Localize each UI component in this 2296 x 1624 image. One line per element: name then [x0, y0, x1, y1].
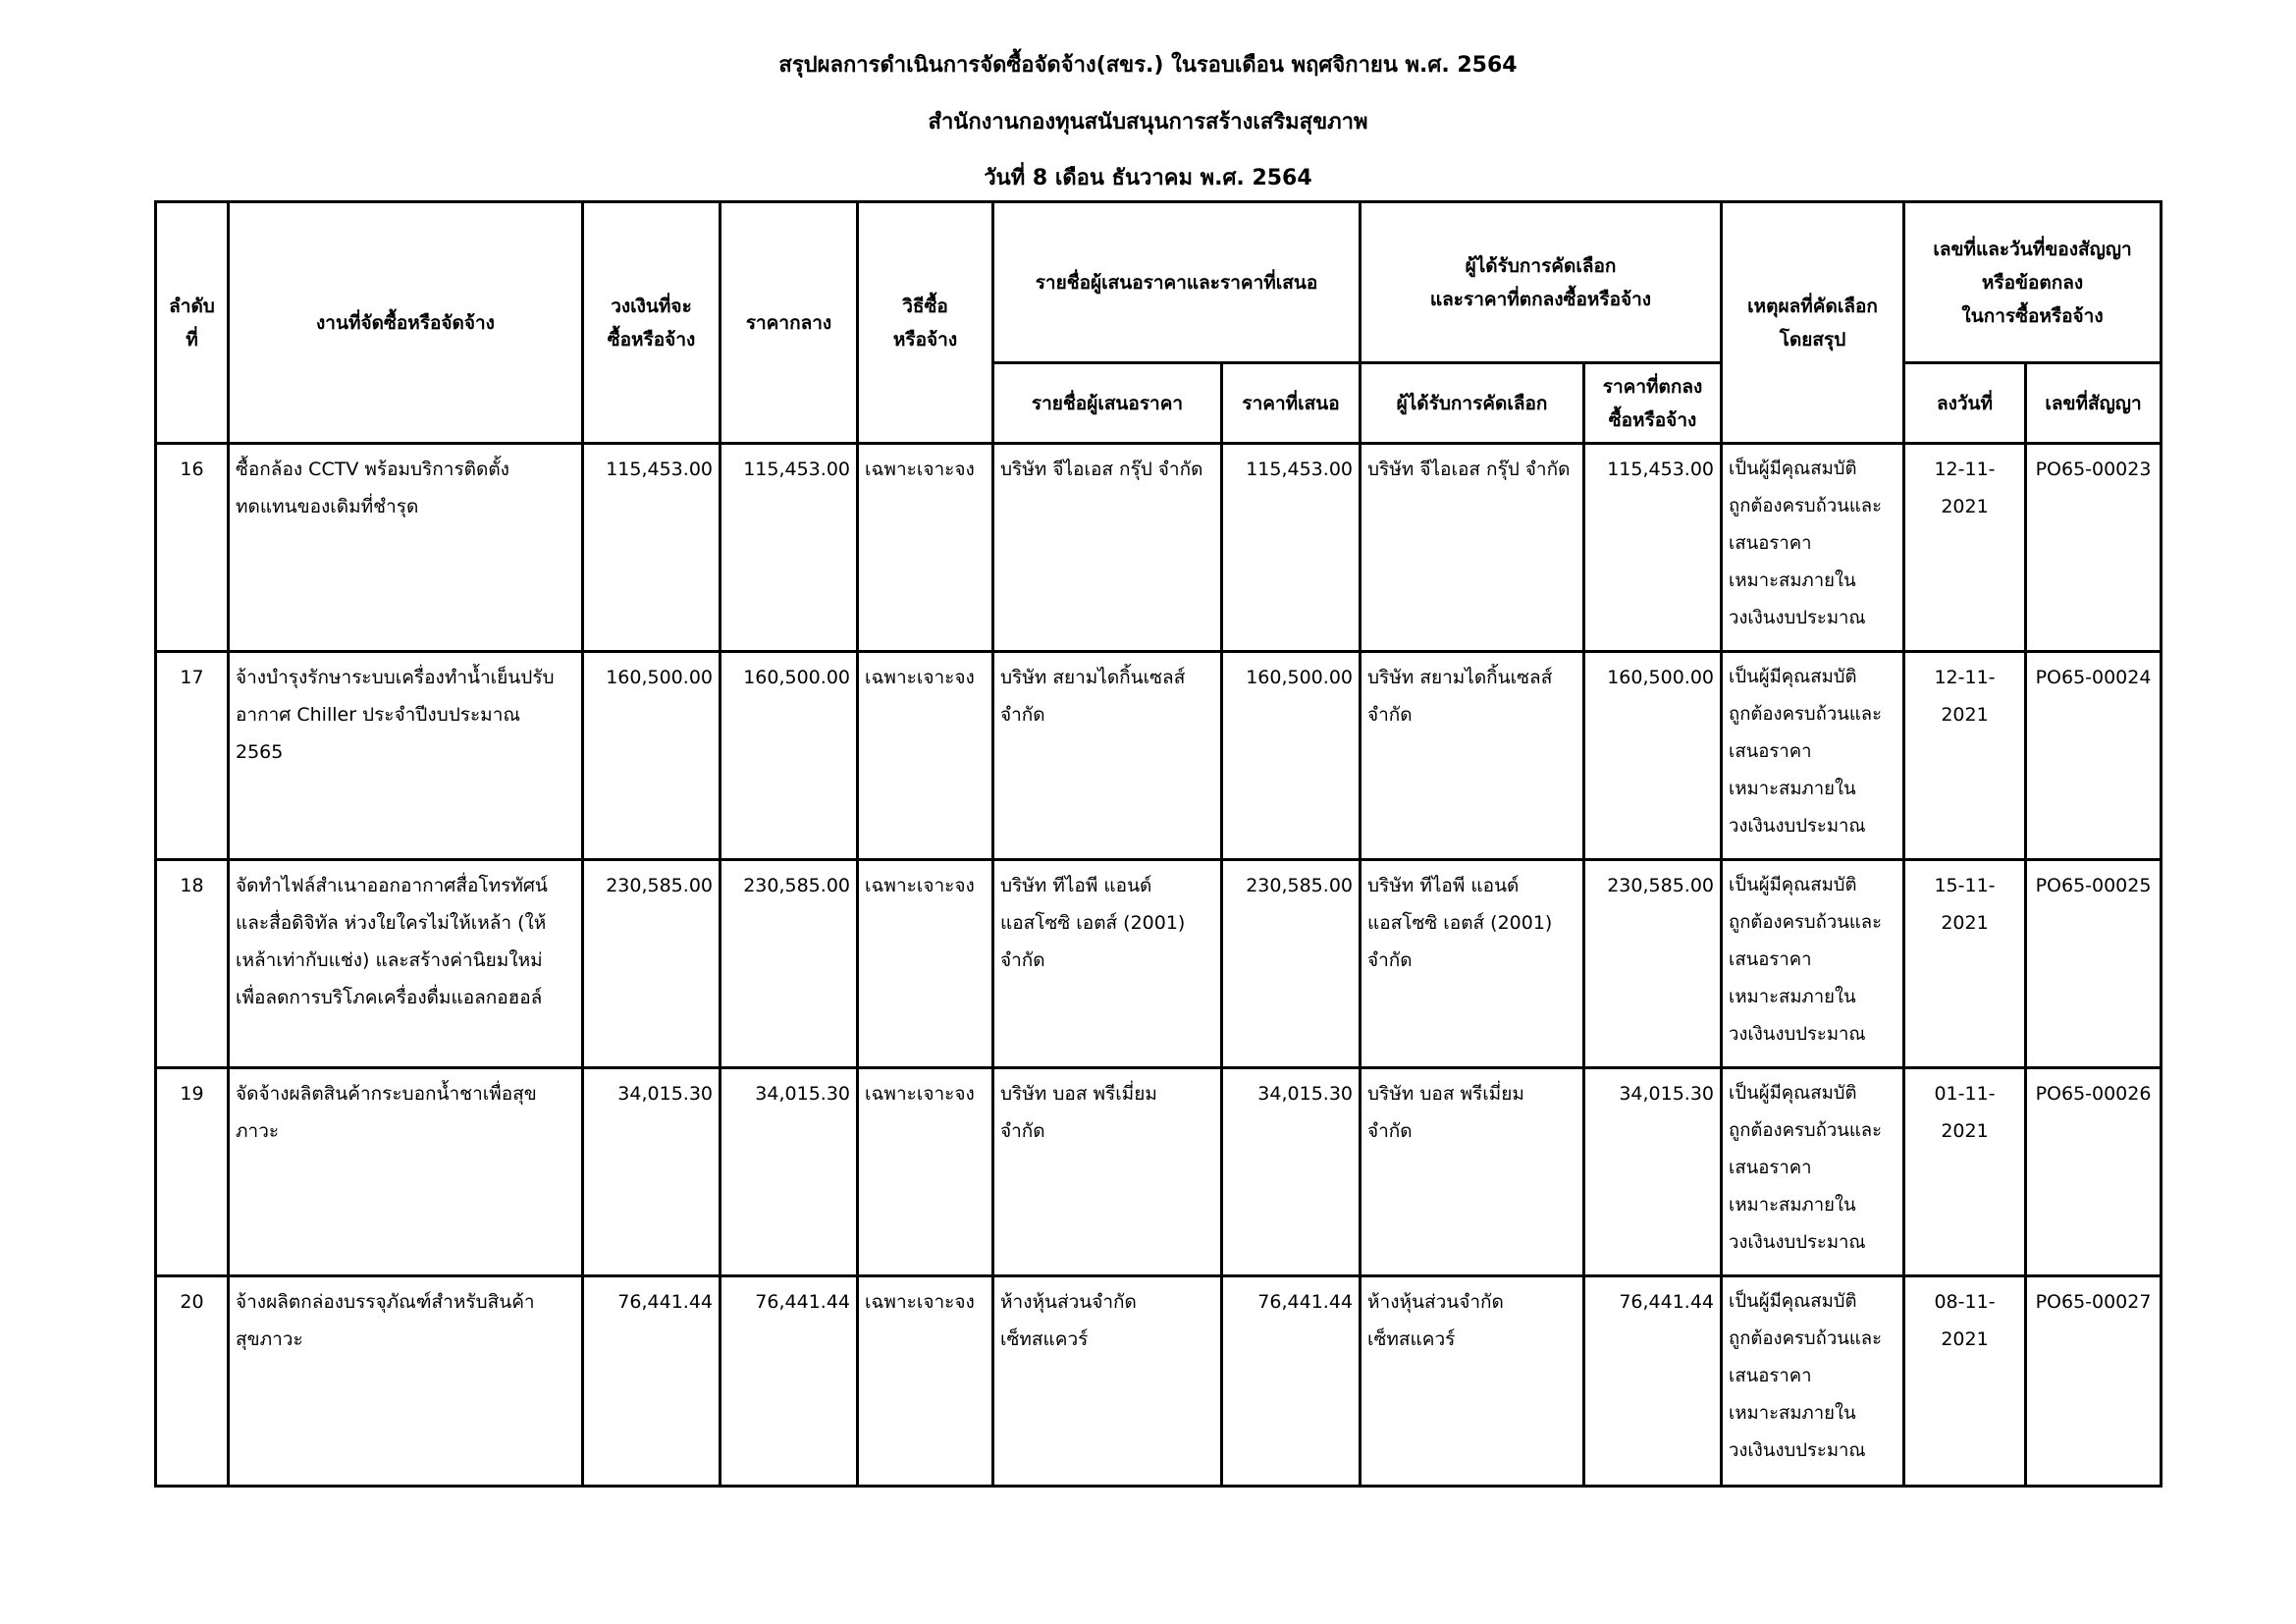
row-method: เฉพาะเจาะจง	[858, 1068, 993, 1276]
row-bidder-name: บริษัท บอส พรีเมี่ยม จำกัด	[993, 1068, 1222, 1276]
table-row	[156, 1068, 2162, 1276]
row-median-price: 76,441.44	[721, 1276, 858, 1487]
row-median-price: 34,015.30	[721, 1068, 858, 1276]
col-header-work: งานที่จัดซื้อหรือจัดจ้าง	[229, 202, 583, 444]
row-selected-name: บริษัท ทีไอพี แอนด์ แอสโซซิ เอตส์ (2001) จำกัด	[1361, 860, 1584, 1068]
row-agreed-price: 76,441.44	[1584, 1276, 1722, 1487]
row-work: จ้างผลิตกล่องบรรจุภัณฑ์สำหรับสินค้า สุขภาวะ	[229, 1276, 583, 1487]
row-bid-price: 76,441.44	[1222, 1276, 1361, 1487]
document-date: วันที่ 8 เดือน ธันวาคม พ.ศ. 2564	[984, 166, 1312, 190]
row-contract-no: PO65-00026	[2026, 1068, 2162, 1276]
row-bid-price: 115,453.00	[1222, 444, 1361, 652]
agency-name: สำนักงานกองทุนสนับสนุนการสร้างเสริมสุขภาพ	[928, 110, 1368, 135]
row-median-price: 230,585.00	[721, 860, 858, 1068]
table-row	[156, 1276, 2162, 1487]
table-row	[156, 444, 2162, 652]
col-header-bid-price: ราคาที่เสนอ	[1222, 363, 1361, 444]
row-contract-no: PO65-00023	[2026, 444, 2162, 652]
row-sign-date: 15-11-2021	[1904, 860, 2026, 1068]
row-sign-date: 12-11-2021	[1904, 444, 2026, 652]
row-selected-name: บริษัท จีไอเอส กรุ๊ป จำกัด	[1361, 444, 1584, 652]
row-bidder-name: ห้างหุ้นส่วนจำกัด เซ็ทสแควร์	[993, 1276, 1222, 1487]
row-work: ซื้อกล้อง CCTV พร้อมบริการติดตั้ง ทดแทนของเดิมที่ชำรุด	[229, 444, 583, 652]
row-budget: 34,015.30	[583, 1068, 721, 1276]
row-bidder-name: บริษัท จีไอเอส กรุ๊ป จำกัด	[993, 444, 1222, 652]
col-header-sign-date: ลงวันที่	[1904, 363, 2026, 444]
row-method: เฉพาะเจาะจง	[858, 1276, 993, 1487]
row-order: 16	[156, 444, 229, 652]
row-method: เฉพาะเจาะจง	[858, 444, 993, 652]
row-order: 17	[156, 652, 229, 860]
row-median-price: 160,500.00	[721, 652, 858, 860]
row-median-price: 115,453.00	[721, 444, 858, 652]
row-reason: เป็นผู้มีคุณสมบัติ ถูกต้องครบถ้วนและ เสนอราคา เหมาะสมภายใน วงเงินงบประมาณ	[1722, 652, 1904, 860]
row-budget: 160,500.00	[583, 652, 721, 860]
row-order: 19	[156, 1068, 229, 1276]
row-bid-price: 160,500.00	[1222, 652, 1361, 860]
row-agreed-price: 34,015.30	[1584, 1068, 1722, 1276]
row-selected-name: บริษัท บอส พรีเมี่ยม จำกัด	[1361, 1068, 1584, 1276]
row-bid-price: 230,585.00	[1222, 860, 1361, 1068]
row-contract-no: PO65-00024	[2026, 652, 2162, 860]
row-selected-name: บริษัท สยามไดกิ้นเซลส์ จำกัด	[1361, 652, 1584, 860]
col-header-reason: เหตุผลที่คัดเลือก โดยสรุป	[1722, 202, 1904, 444]
row-order: 20	[156, 1276, 229, 1487]
col-header-method: วิธีซื้อ หรือจ้าง	[858, 202, 993, 444]
col-header-selected-name: ผู้ได้รับการคัดเลือก	[1361, 363, 1584, 444]
table-row	[156, 860, 2162, 1068]
col-header-selected-group: ผู้ได้รับการคัดเลือก และราคาที่ตกลงซื้อหรือจ้าง	[1361, 202, 1722, 363]
row-contract-no: PO65-00027	[2026, 1276, 2162, 1487]
row-reason: เป็นผู้มีคุณสมบัติ ถูกต้องครบถ้วนและ เสนอราคา เหมาะสมภายใน วงเงินงบประมาณ	[1722, 1276, 1904, 1487]
row-order: 18	[156, 860, 229, 1068]
row-bidder-name: บริษัท สยามไดกิ้นเซลส์ จำกัด	[993, 652, 1222, 860]
row-work: จัดทำไฟล์สำเนาออกอากาศสื่อโทรทัศน์ และสื่อดิจิทัล ห่วงใยใครไม่ให้เหล้า (ให้ เหล้าเท่ากับแช่ง) และสร้างค่านิยมใหม่ เพื่อลดการบริโภคเครื่องดื่มแอลกอฮอล์	[229, 860, 583, 1068]
document-title: สรุปผลการดำเนินการจัดซื้อจัดจ้าง(สขร.) ในรอบเดือน พฤศจิกายน พ.ศ. 2564	[778, 53, 1518, 78]
col-header-bidders-group: รายชื่อผู้เสนอราคาและราคาที่เสนอ	[993, 202, 1361, 363]
row-work: จ้างบำรุงรักษาระบบเครื่องทำน้ำเย็นปรับ อากาศ Chiller ประจำปีงบประมาณ 2565	[229, 652, 583, 860]
col-header-order: ลำดับ ที่	[156, 202, 229, 444]
col-header-contract-no: เลขที่สัญญา	[2026, 363, 2162, 444]
row-sign-date: 12-11-2021	[1904, 652, 2026, 860]
col-header-agreed-price: ราคาที่ตกลง ซื้อหรือจ้าง	[1584, 363, 1722, 444]
col-header-median-price: ราคากลาง	[721, 202, 858, 444]
row-agreed-price: 115,453.00	[1584, 444, 1722, 652]
row-work: จัดจ้างผลิตสินค้ากระบอกน้ำชาเพื่อสุข ภาวะ	[229, 1068, 583, 1276]
col-header-budget: วงเงินที่จะ ซื้อหรือจ้าง	[583, 202, 721, 444]
col-header-contract-group: เลขที่และวันที่ของสัญญา หรือข้อตกลง ในการซื้อหรือจ้าง	[1904, 202, 2162, 363]
row-budget: 76,441.44	[583, 1276, 721, 1487]
row-contract-no: PO65-00025	[2026, 860, 2162, 1068]
row-reason: เป็นผู้มีคุณสมบัติ ถูกต้องครบถ้วนและ เสนอราคา เหมาะสมภายใน วงเงินงบประมาณ	[1722, 444, 1904, 652]
row-method: เฉพาะเจาะจง	[858, 860, 993, 1068]
row-budget: 230,585.00	[583, 860, 721, 1068]
row-agreed-price: 160,500.00	[1584, 652, 1722, 860]
row-budget: 115,453.00	[583, 444, 721, 652]
row-bid-price: 34,015.30	[1222, 1068, 1361, 1276]
procurement-table	[154, 200, 2163, 1488]
row-sign-date: 08-11-2021	[1904, 1276, 2026, 1487]
row-method: เฉพาะเจาะจง	[858, 652, 993, 860]
row-reason: เป็นผู้มีคุณสมบัติ ถูกต้องครบถ้วนและ เสนอราคา เหมาะสมภายใน วงเงินงบประมาณ	[1722, 860, 1904, 1068]
row-reason: เป็นผู้มีคุณสมบัติ ถูกต้องครบถ้วนและ เสนอราคา เหมาะสมภายใน วงเงินงบประมาณ	[1722, 1068, 1904, 1276]
row-bidder-name: บริษัท ทีไอพี แอนด์ แอสโซซิ เอตส์ (2001) จำกัด	[993, 860, 1222, 1068]
row-selected-name: ห้างหุ้นส่วนจำกัด เซ็ทสแควร์	[1361, 1276, 1584, 1487]
row-agreed-price: 230,585.00	[1584, 860, 1722, 1068]
table-row	[156, 652, 2162, 860]
row-sign-date: 01-11-2021	[1904, 1068, 2026, 1276]
col-header-bidder-name: รายชื่อผู้เสนอราคา	[993, 363, 1222, 444]
